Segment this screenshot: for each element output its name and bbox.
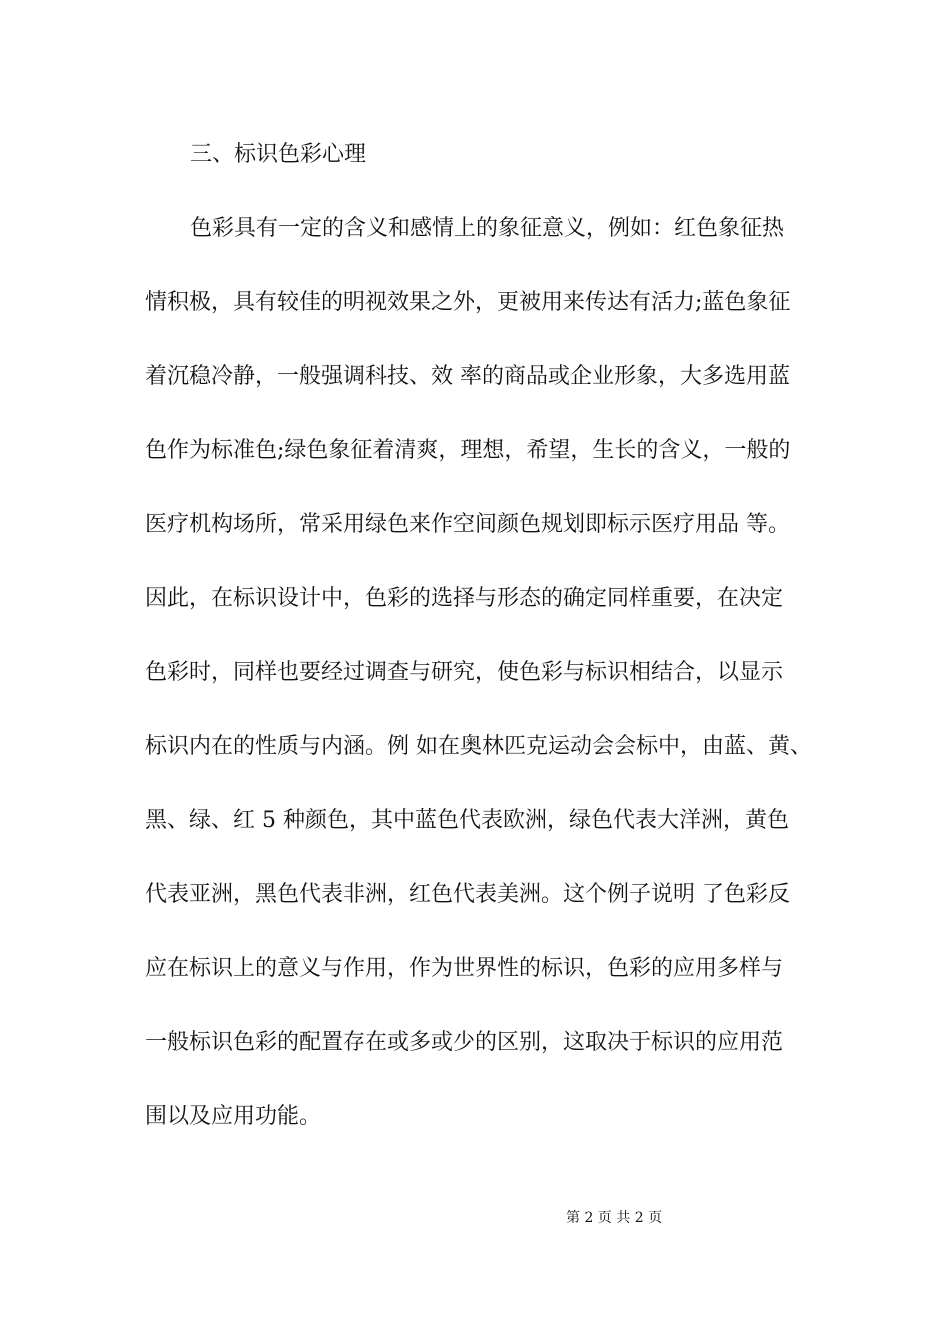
paragraph-line-4: 色作为标准色;绿色象征着清爽，理想，希望，生长的含义，一般的 [145,438,791,463]
page-number-footer: 第 2 页 共 2 页 [566,1210,663,1226]
paragraph-line-8: 标识内在的性质与内涵。例 如在奥林匹克运动会会标中，由蓝、黄、 [145,734,812,759]
paragraph-line-3: 着沉稳冷静，一般强调科技、效 率的商品或企业形象，大多选用蓝 [145,364,790,389]
paragraph-line-6: 因此，在标识设计中，色彩的选择与形态的确定同样重要，在决定 [145,586,784,611]
paragraph-line-9: 黑、绿、红 5 种颜色，其中蓝色代表欧洲，绿色代表大洋洲，黄色 [145,808,789,833]
paragraph-line-10: 代表亚洲，黑色代表非洲，红色代表美洲。这个例子说明 了色彩反 [145,882,790,907]
paragraph-line-13: 围以及应用功能。 [145,1104,322,1129]
paragraph-line-1: 色彩具有一定的含义和感情上的象征意义，例如：红色象征热 [190,216,785,241]
section-heading: 三、标识色彩心理 [190,142,367,167]
paragraph-line-7: 色彩时，同样也要经过调查与研究，使色彩与标识相结合，以显示 [145,660,784,685]
paragraph-line-2: 情积极，具有较佳的明视效果之外，更被用来传达有活力;蓝色象征 [145,290,791,315]
paragraph-line-11: 应在标识上的意义与作用，作为世界性的标识，色彩的应用多样与 [145,956,784,981]
paragraph-line-12: 一般标识色彩的配置存在或多或少的区别，这取决于标识的应用范 [145,1030,784,1055]
paragraph-line-5: 医疗机构场所，常采用绿色来作空间颜色规划即标示医疗用品 等。 [145,512,790,537]
